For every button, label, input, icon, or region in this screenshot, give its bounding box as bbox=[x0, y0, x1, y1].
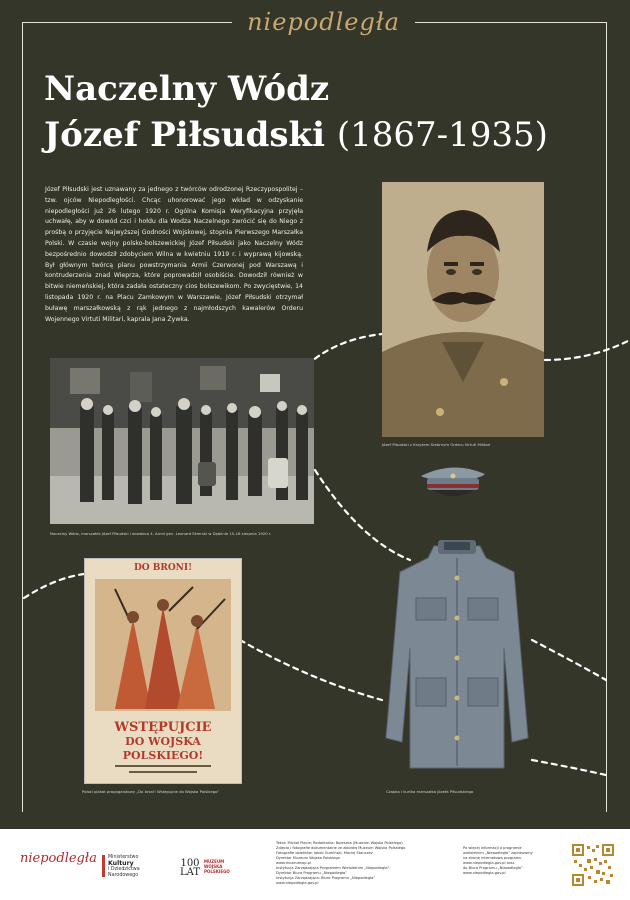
credits-line: Dyrektor Muzeum Wojska Polskiego bbox=[276, 856, 340, 860]
cap-illustration bbox=[417, 462, 489, 502]
info-line: wieloletnim „Niepodległa” zapraszamy bbox=[463, 851, 533, 855]
poster-line-2: DO WOJSKA bbox=[125, 735, 201, 748]
credits-line: Zdjęcia i fotografie dokumentalne ze zbiorów Muzeum Wojska Polskiego bbox=[276, 846, 406, 850]
title-years: (1867-1935) bbox=[336, 115, 548, 155]
credits-line: Tekst: Michał Pięcia; Redaktorka: Boleszka (Muzeum Wojska Polskiego) bbox=[276, 841, 403, 845]
ministry-line: i Dziedzictwa bbox=[108, 867, 140, 872]
museum-logo bbox=[204, 859, 230, 874]
title-name: Józef Piłsudski bbox=[44, 115, 325, 155]
credits-line: Fotografie obiektów: Jakub Gumiński, Maciej Stanczev bbox=[276, 851, 373, 855]
poster-line-1: WSTĘPUJCIE bbox=[114, 720, 212, 735]
title-line-1: Naczelny Wódz bbox=[44, 69, 330, 109]
military-cap-image bbox=[417, 462, 489, 502]
credits-line: Instytucja Zarządzająca Programem Wieloletnim „Niepodległa”: bbox=[276, 866, 391, 870]
group-photo bbox=[50, 358, 314, 524]
niepodlegla-logo: niepodległa bbox=[247, 8, 400, 36]
jacket-illustration bbox=[382, 538, 532, 772]
ministry-logo-bar bbox=[102, 855, 105, 877]
ministry-line: Narodowego bbox=[108, 873, 139, 878]
credits-text bbox=[276, 841, 441, 886]
info-line: na stronę internetową programu bbox=[463, 856, 522, 860]
credits-line: Instytucja Zarządzająca: Biuro Programu „Niepodległa” bbox=[276, 876, 376, 880]
ministry-line: Kultury bbox=[108, 860, 134, 867]
info-line: Po więcej informacji o programie bbox=[463, 846, 522, 850]
ministry-line: Ministerstwo bbox=[108, 855, 139, 860]
credits-line: www.niepodlegla.gov.pl bbox=[276, 881, 319, 885]
poster-top-text: DO BRONI! bbox=[133, 563, 193, 573]
hundred-number: 100 bbox=[180, 858, 200, 869]
portrait-photo bbox=[382, 182, 544, 437]
info-line: do Biura Programu „Niepodległa” bbox=[463, 866, 523, 870]
footer bbox=[0, 829, 630, 900]
propaganda-poster-caption: Polski plakat propagandowy „Do broni! Wstępujcie do Wojska Polskiego” bbox=[82, 789, 220, 794]
program-info-text bbox=[463, 846, 558, 876]
info-line: www.niepodlegla.gov.pl bbox=[463, 871, 506, 875]
hundred-years-logo bbox=[180, 859, 200, 877]
group-photo-caption: Naczelny Wódz, marszałek Józef Piłsudski i dowódca 4. Armii gen. Leonard Skierski w Dęblinie 15-16 sierpnia 1920 r. bbox=[50, 531, 272, 536]
propaganda-poster-illustration bbox=[85, 559, 241, 783]
museum-line: MUZEUM bbox=[204, 859, 225, 864]
hundred-lat: LAT bbox=[180, 867, 200, 878]
propaganda-poster-image bbox=[84, 558, 242, 784]
museum-line: POLSKIEGO bbox=[204, 869, 230, 874]
info-line: www.niepodlegla.gov.pl oraz bbox=[463, 861, 515, 865]
portrait-illustration bbox=[382, 182, 544, 437]
biography-paragraph: Józef Piłsudski jest uznawany za jednego z twórców odrodzonej Rzeczypospolitej – tzw. ojców Niepodległości. Chcąc uhonorować jego wkład w odzyskanie niepodległości już 26 lutego 1920 r. Ogólna Komisja Weryfikacyjna przyjęła uchwałę, aby w dowód czci i hołdu dla Wodza Naczelnego zwrócić się do Niego z prośbą o przyjęcie Najwyższej Godności Wojskowej, stopnia Pierwszego Marszałka Polski. W czasie wojny polsko-bolszewickiej Józef Piłsudski jako Naczelny Wódz bezpośrednio dowodził zdobyciem Wilna w kwietniu 1919 r. i wyprawą kijowską. Był głównym twórcą planu powstrzymania Armii Czerwonej pod Warszawą i kontruderzenia znad Wieprza, które poprowadził osobiście. Dowodził również w bitwie niemeńskiej, która zadała ostateczny cios bolszewikom. Po zwycięstwie, 14 listopada 1920 r. na Placu Zamkowym w Warszawie, Józef Piłsudski otrzymał buławę marszałkowską z rąk jednego z najmłodszych kawalerów Orderu Wojennego Virtuti Militari, kaprala Jana Żywka. bbox=[45, 186, 303, 323]
credits-line: www.muzeumwp.pl bbox=[276, 861, 311, 865]
uniform-jacket-image bbox=[382, 538, 532, 772]
poster-line-3: POLSKIEGO! bbox=[122, 749, 204, 762]
portrait-caption: Józef Piłsudski z Krzyżem Srebrnym Orderu Virtuti Militari bbox=[382, 442, 491, 447]
uniform-caption: Czapka i kurtka marszałka Józefa Piłsudskiego bbox=[386, 789, 474, 794]
footer-niepodlegla-logo: niepodległa bbox=[20, 851, 97, 866]
museum-line: WOJSKA bbox=[204, 864, 223, 869]
group-illustration bbox=[50, 358, 314, 524]
ministry-logo bbox=[108, 855, 140, 879]
credits-line: Dyrektor Biura Programu „Niepodległa” bbox=[276, 871, 348, 875]
qr-code[interactable] bbox=[572, 844, 614, 886]
